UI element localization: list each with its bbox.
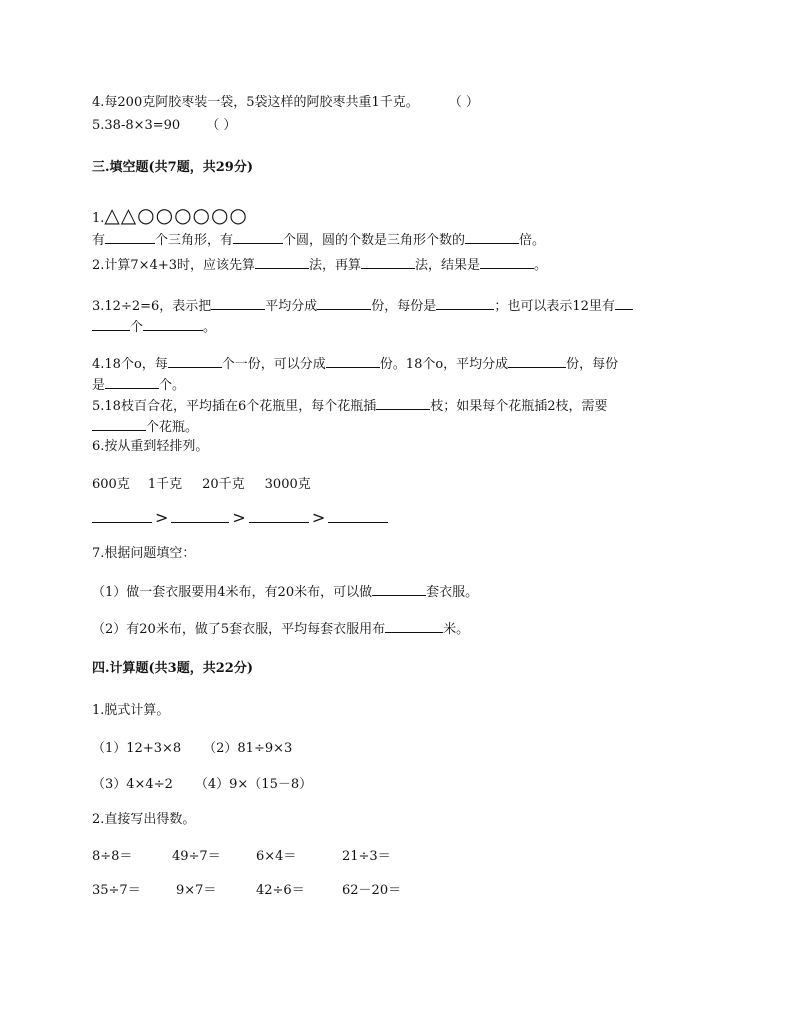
s3-q4-text-d: 份，每份 — [566, 357, 619, 372]
s3-q3-text-c: 份，每份是 — [371, 299, 437, 314]
s3-q6-order — [92, 510, 388, 528]
greater-than-3: > — [311, 508, 326, 527]
s3-q7-1-text-a: （1）做一套衣服要用4米布，有20米布，可以做 — [92, 585, 373, 600]
s3-q3-blank-4a[interactable] — [615, 297, 633, 310]
order-blank-4[interactable] — [328, 510, 388, 523]
s3-q4-line2 — [92, 376, 185, 394]
s3-q5-text-a: 5.18枝百合花，平均插在6个花瓶里，每个花瓶插 — [92, 399, 377, 414]
s3-q4-text-b: 个一份，可以分成 — [221, 357, 326, 372]
weight-item-2: 1千克 — [147, 477, 183, 492]
weight-item-3: 20千克 — [202, 477, 245, 492]
s3-q5-text-b: 枝；如果每个花瓶插2枝，需要 — [430, 399, 608, 414]
mental-item-4: 21÷3＝ — [342, 849, 391, 864]
calc-item-1: （1）12+3×8 — [92, 741, 182, 756]
calc-item-2: （2）81÷9×3 — [203, 741, 293, 756]
s3-q2-text-b: 法，再算 — [309, 258, 362, 273]
s3-q5-line2 — [92, 418, 198, 436]
s3-q1-text-d: 倍。 — [519, 233, 546, 248]
s3-q2-blank-2[interactable] — [361, 256, 415, 269]
s3-q2-blank-1[interactable] — [255, 256, 309, 269]
order-blank-1[interactable] — [92, 510, 152, 523]
mental-item-8: 62－20＝ — [342, 883, 402, 898]
judge-q5 — [92, 118, 236, 134]
s3-q3-text-f: 。 — [203, 320, 217, 335]
s3-q6-items — [92, 477, 311, 493]
s3-q4-text-f: 个。 — [159, 378, 186, 393]
s3-q1-blank-1[interactable] — [105, 231, 155, 244]
s3-q4-text-a: 4.18个o，每 — [92, 357, 168, 372]
mental-item-7: 42÷6＝ — [256, 883, 305, 898]
triangles-and-circles-figure: △△○○○○○○ — [104, 203, 248, 227]
s3-q2-blank-3[interactable] — [480, 256, 534, 269]
s3-q4-blank-2[interactable] — [326, 355, 380, 368]
s3-q7-2-blank[interactable] — [385, 620, 443, 633]
s3-q7-1 — [92, 583, 478, 601]
s3-q3-blank-3[interactable] — [436, 297, 494, 310]
s3-q2-text-d: 。 — [534, 258, 548, 273]
mental-item-5: 35÷7＝ — [92, 883, 141, 898]
order-blank-2[interactable] — [171, 510, 229, 523]
judge-q5-text: 5.38-8×3=90 — [92, 118, 181, 133]
s3-q3-blank-4b[interactable] — [92, 318, 130, 331]
s3-q7-title: 7.根据问题填空： — [92, 546, 196, 561]
s4-q1-row1 — [92, 741, 292, 757]
s3-q2-text-a: 2.计算7×4+3时，应该先算 — [92, 258, 256, 273]
s3-q1-shapes-line — [92, 203, 248, 227]
calc-item-3: （3）4×4÷2 — [92, 777, 173, 792]
s3-q1-blank-3[interactable] — [465, 231, 519, 244]
calc-item-4: （4）9×（15－8） — [194, 777, 313, 792]
s3-q7-1-blank[interactable] — [372, 583, 426, 596]
judge-q5-paren[interactable]: （ ） — [206, 118, 237, 133]
s3-q3-text-a: 3.12÷2=6，表示把 — [92, 299, 212, 314]
s4-q2-row1 — [92, 849, 422, 865]
s3-q1-number: 1. — [92, 211, 105, 226]
s3-q2-text-c: 法，结果是 — [415, 258, 481, 273]
s3-q3-blank-1[interactable] — [211, 297, 265, 310]
s3-q5-blank-2[interactable] — [92, 418, 146, 431]
section3-title: 三.填空题(共7题，共29分) — [92, 160, 253, 175]
s3-q5-text-c: 个花瓶。 — [146, 420, 199, 435]
mental-item-6: 9×7＝ — [176, 883, 217, 898]
s3-q5-line1 — [92, 397, 608, 415]
mental-item-2: 49÷7＝ — [172, 849, 221, 864]
mental-item-1: 8÷8＝ — [92, 849, 133, 864]
s3-q1-text-c: 个圆，圆的个数是三角形个数的 — [283, 233, 466, 248]
s3-q4-blank-4[interactable] — [105, 376, 159, 389]
s3-q4-blank-3[interactable] — [508, 355, 566, 368]
s3-q3-text-d: ；也可以表示12里有 — [494, 299, 615, 314]
s4-q2-title: 2.直接写出得数。 — [92, 812, 196, 827]
order-blank-3[interactable] — [249, 510, 309, 523]
s3-q1-blank-2[interactable] — [233, 231, 283, 244]
judge-q4 — [92, 95, 479, 111]
s3-q4-text-e: 是 — [92, 378, 106, 393]
s3-q3-blank-2[interactable] — [317, 297, 371, 310]
s3-q4-line1 — [92, 355, 618, 373]
s3-q4-blank-1[interactable] — [168, 355, 222, 368]
weight-item-4: 3000克 — [264, 477, 311, 492]
s3-q7-2-text-b: 米。 — [443, 622, 470, 637]
s3-q1 — [92, 231, 545, 249]
greater-than-1: > — [155, 508, 169, 527]
section4-title: 四.计算题(共3题，共22分) — [92, 661, 253, 676]
s3-q3-line2 — [92, 318, 216, 336]
s3-q3-blank-5[interactable] — [143, 318, 203, 331]
s3-q7-2-text-a: （2）有20米布，做了5套衣服，平均每套衣服用布 — [92, 622, 386, 637]
s4-q2-row2 — [92, 883, 422, 899]
s3-q7-1-text-b: 套衣服。 — [426, 585, 479, 600]
s3-q3-line1 — [92, 297, 633, 315]
s3-q2 — [92, 256, 547, 274]
judge-q4-paren[interactable]: （ ） — [448, 95, 479, 110]
s3-q6-title: 6.按从重到轻排列。 — [92, 439, 209, 454]
s3-q5-blank-1[interactable] — [376, 397, 430, 410]
s4-q1-row2 — [92, 777, 312, 793]
s3-q3-text-e: 个 — [130, 320, 144, 335]
s3-q4-text-c: 份。18个o，平均分成 — [379, 357, 509, 372]
greater-than-2: > — [232, 508, 246, 527]
s4-q1-title: 1.脱式计算。 — [92, 703, 170, 718]
judge-q4-text: 4.每200克阿胶枣装一袋，5袋这样的阿胶枣共重1千克。 — [92, 95, 419, 110]
s3-q1-text-b: 个三角形，有 — [155, 233, 234, 248]
s3-q1-text-a: 有 — [92, 233, 106, 248]
s3-q3-text-b: 平均分成 — [265, 299, 318, 314]
s3-q7-2 — [92, 620, 469, 638]
weight-item-1: 600克 — [92, 477, 130, 492]
mental-item-3: 6×4＝ — [256, 849, 297, 864]
